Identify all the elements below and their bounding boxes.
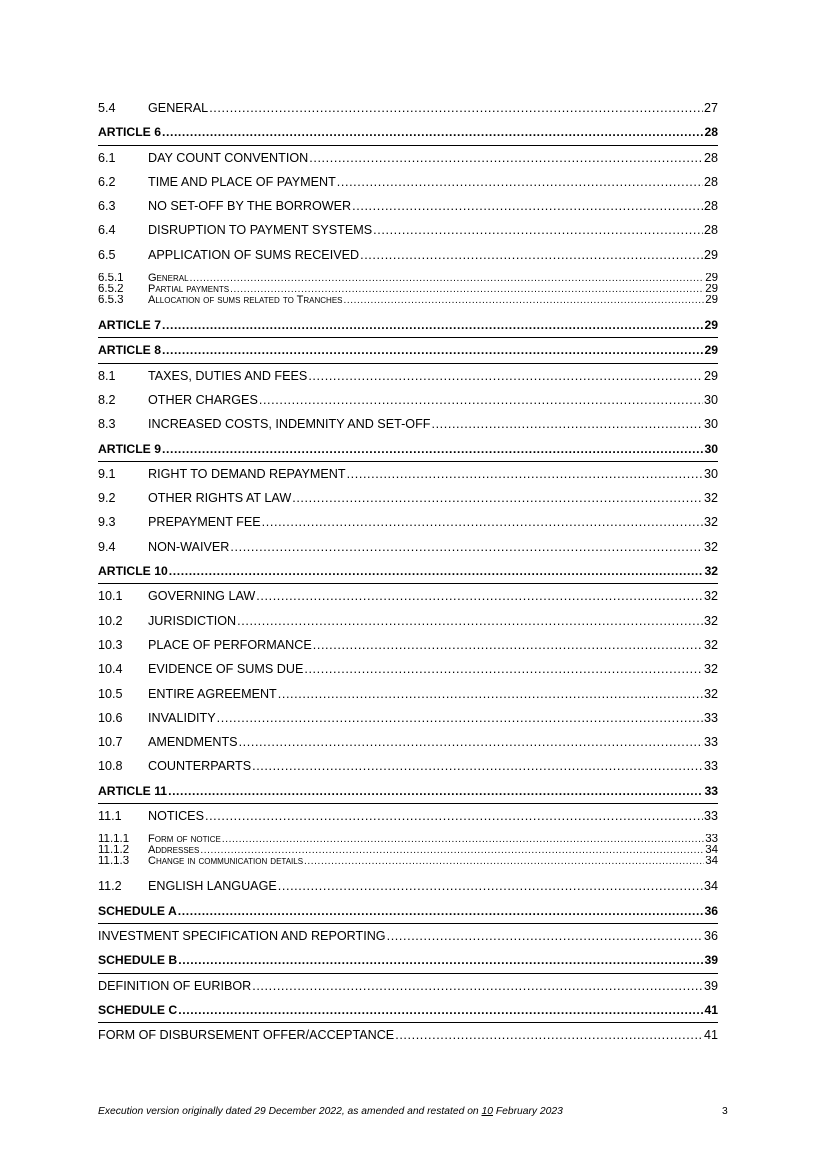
- toc-entry-page: 34: [705, 845, 718, 857]
- footer-text-before: Execution version originally dated 29 December 2022, as amended and restated on: [98, 1106, 482, 1117]
- toc-entry-title: Change in communication details: [148, 856, 304, 868]
- toc-entry-page: 32: [703, 589, 718, 604]
- toc-entry-page: 27: [703, 101, 718, 115]
- dot-leader: [169, 559, 704, 583]
- toc-entry-number: 11.1.1: [98, 834, 130, 846]
- dot-leader: [347, 462, 703, 486]
- toc-entry-row: [98, 730, 718, 754]
- dot-leader: [337, 170, 703, 194]
- toc-entry-page: 29: [703, 368, 718, 383]
- dot-leader: [262, 510, 703, 534]
- toc-entry-title: General: [148, 273, 189, 285]
- toc-entry-row: [98, 535, 718, 559]
- toc-entry-page: 30: [704, 441, 718, 456]
- toc-entry-title: ARTICLE 8: [98, 343, 161, 358]
- toc-entry-row: [98, 295, 718, 306]
- dot-leader: [162, 120, 703, 144]
- toc-entry-row: [98, 218, 718, 242]
- toc-entry-page: 29: [705, 273, 718, 285]
- toc-entry-title: ARTICLE 6: [98, 125, 161, 140]
- toc-entry-number: 9.1: [98, 466, 116, 481]
- toc-entry-title: Addresses: [148, 845, 200, 857]
- toc-entry-title: COUNTERPARTS: [148, 759, 252, 774]
- dot-leader: [178, 998, 703, 1022]
- toc-entry-title: PLACE OF PERFORMANCE: [148, 637, 312, 652]
- toc-entry-number: 8.1: [98, 368, 116, 383]
- dot-leader: [162, 338, 703, 362]
- toc-entry-page: 28: [703, 223, 718, 238]
- dot-leader: [304, 856, 704, 867]
- toc-entry-number: 8.3: [98, 417, 116, 432]
- dot-leader: [178, 899, 704, 923]
- toc-entry-row: [98, 633, 718, 657]
- footer-text-after: February 2023: [492, 1106, 563, 1117]
- toc-entry-title: ARTICLE 11: [98, 783, 168, 798]
- toc-entry-title: Allocation of sums related to Tranches: [148, 295, 343, 307]
- dot-leader: [308, 364, 703, 388]
- toc-heading-row: [98, 779, 718, 804]
- toc-entry-page: 33: [703, 759, 718, 774]
- toc-entry-title: TIME AND PLACE OF PAYMENT: [148, 174, 336, 189]
- toc-entry-page: 29: [704, 343, 718, 358]
- toc-entry-title: ARTICLE 9: [98, 441, 161, 456]
- dot-leader: [222, 834, 704, 845]
- toc-entry-title: DAY COUNT CONVENTION: [148, 150, 309, 165]
- toc-entry-page: 29: [704, 318, 718, 333]
- toc-entry-page: 30: [703, 392, 718, 407]
- toc-entry-number: 6.4: [98, 223, 116, 238]
- toc-entry-title: NO SET-OFF BY THE BORROWER: [148, 199, 352, 214]
- toc-entry-title: DISRUPTION TO PAYMENT SYSTEMS: [148, 223, 373, 238]
- toc-entry-number: 6.5.3: [98, 295, 124, 307]
- dot-leader: [292, 486, 703, 510]
- toc-entry-number: 6.5: [98, 247, 116, 262]
- toc-entry-page: 32: [703, 539, 718, 554]
- toc-entry-page: 41: [704, 1002, 718, 1017]
- toc-entry-page: 33: [704, 783, 718, 798]
- toc-entry-title: INCREASED COSTS, INDEMNITY AND SET-OFF: [148, 417, 431, 432]
- toc-heading-row: [98, 437, 718, 462]
- toc-entry-title: DEFINITION OF EURIBOR: [98, 978, 252, 993]
- dot-leader: [217, 706, 703, 730]
- toc-heading-row: [98, 313, 718, 338]
- toc-heading-row: [98, 948, 718, 973]
- toc-entry-page: 39: [703, 978, 718, 993]
- toc-entry-title: RIGHT TO DEMAND REPAYMENT: [148, 466, 346, 481]
- toc-heading-row: [98, 559, 718, 584]
- toc-entry-page: 33: [703, 809, 718, 824]
- toc-entry-row: [98, 194, 718, 218]
- toc-entry-title: OTHER CHARGES: [148, 392, 258, 407]
- toc-entry-page: 29: [703, 247, 718, 262]
- toc-entry-page: 32: [703, 613, 718, 628]
- toc-entry-page: 39: [704, 953, 718, 968]
- toc-entry-page: 28: [704, 125, 718, 140]
- toc-entry-title: SCHEDULE A: [98, 903, 177, 918]
- toc-entry-row: [98, 657, 718, 681]
- toc-entry-row: [98, 510, 718, 534]
- toc-entry-title: ENGLISH LANGUAGE: [148, 879, 277, 894]
- toc-entry-row: [98, 609, 718, 633]
- toc-entry-number: 6.5.2: [98, 284, 124, 296]
- dot-leader: [190, 273, 705, 284]
- toc-entry-row: [98, 170, 718, 194]
- toc-entry-page: 28: [703, 174, 718, 189]
- dot-leader: [259, 388, 703, 412]
- dot-leader: [352, 194, 703, 218]
- toc-entry-page: 32: [703, 637, 718, 652]
- toc-heading-row: [98, 899, 718, 924]
- dot-leader: [252, 754, 703, 778]
- dot-leader: [178, 948, 703, 972]
- toc-entry-title: SCHEDULE B: [98, 953, 178, 968]
- dot-leader: [239, 730, 703, 754]
- toc-entry-page: 32: [703, 515, 718, 530]
- toc-entry-number: 11.2: [98, 879, 122, 894]
- toc-entry-row: [98, 845, 718, 856]
- toc-entry-number: 9.3: [98, 515, 116, 530]
- toc-entry-number: 10.1: [98, 589, 123, 604]
- toc-entry-title: ARTICLE 7: [98, 318, 161, 333]
- toc-entry-title: JURISDICTION: [148, 613, 237, 628]
- toc-entry-page: 32: [704, 564, 718, 579]
- dot-leader: [395, 1023, 703, 1047]
- toc-entry-title: APPLICATION OF SUMS RECEIVED: [148, 247, 360, 262]
- toc-entry-page: 41: [703, 1028, 718, 1043]
- footer-date-underlined: 10: [481, 1106, 493, 1117]
- dot-leader: [205, 804, 703, 828]
- toc-entry-number: 6.1: [98, 150, 116, 165]
- toc-entry-page: 30: [703, 466, 718, 481]
- dot-leader: [278, 874, 703, 898]
- toc-entry-row: [98, 924, 718, 948]
- toc-entry-row: [98, 486, 718, 510]
- toc-entry-title: AMENDMENTS: [148, 735, 238, 750]
- toc-entry-page: 32: [703, 491, 718, 506]
- toc-entry-title: INVALIDITY: [148, 710, 216, 725]
- dot-leader: [304, 657, 703, 681]
- toc-entry-row: [98, 273, 718, 284]
- toc-entry-page: 33: [703, 710, 718, 725]
- toc-entry-row: [98, 874, 718, 898]
- toc-entry-number: 6.2: [98, 174, 116, 189]
- footer-note: [98, 1104, 738, 1120]
- toc-entry-row: [98, 462, 718, 486]
- toc-entry-row: [98, 754, 718, 778]
- toc-entry-number: 10.6: [98, 710, 123, 725]
- dot-leader: [431, 412, 703, 436]
- toc-entry-title: TAXES, DUTIES AND FEES: [148, 368, 308, 383]
- toc-heading-row: [98, 120, 718, 145]
- dot-leader: [252, 974, 703, 998]
- toc-entry-title: Partial payments: [148, 284, 230, 296]
- toc-entry-title: Form of notice: [148, 834, 221, 846]
- toc-entry-title: GENERAL: [148, 101, 209, 115]
- toc-entry-number: 10.3: [98, 637, 123, 652]
- toc-entry-row: [98, 284, 718, 295]
- toc-entry-page: 32: [703, 662, 718, 677]
- dot-leader: [309, 146, 703, 170]
- toc-entry-row: [98, 804, 718, 828]
- toc-entry-row: [98, 856, 718, 867]
- toc-entry-page: 33: [705, 834, 718, 846]
- toc-entry-number: 6.5.1: [98, 273, 124, 285]
- table-of-contents: [98, 96, 718, 1047]
- toc-entry-row: [98, 682, 718, 706]
- toc-entry-title: SCHEDULE C: [98, 1002, 178, 1017]
- page-number: 3: [722, 1106, 728, 1117]
- toc-entry-title: NOTICES: [148, 809, 204, 824]
- toc-entry-page: 29: [705, 284, 718, 296]
- dot-leader: [162, 313, 703, 337]
- dot-leader: [313, 633, 703, 657]
- toc-entry-page: 32: [703, 686, 718, 701]
- toc-entry-row: [98, 706, 718, 730]
- toc-entry-row: [98, 412, 718, 436]
- toc-entry-number: 9.2: [98, 491, 116, 506]
- toc-entry-title: EVIDENCE OF SUMS DUE: [148, 662, 304, 677]
- toc-entry-number: 8.2: [98, 392, 116, 407]
- dot-leader: [168, 779, 703, 803]
- toc-entry-number: 11.1: [98, 809, 122, 824]
- dot-leader: [360, 243, 703, 267]
- toc-entry-page: 30: [703, 417, 718, 432]
- dot-leader: [344, 295, 705, 306]
- dot-leader: [200, 845, 704, 856]
- toc-entry-title: GOVERNING LAW: [148, 589, 256, 604]
- toc-entry-page: 34: [703, 879, 718, 894]
- dot-leader: [230, 284, 704, 295]
- toc-entry-number: 11.1.2: [98, 845, 130, 857]
- toc-entry-row: [98, 146, 718, 170]
- toc-entry-title: INVESTMENT SPECIFICATION AND REPORTING: [98, 928, 386, 943]
- toc-entry-title: OTHER RIGHTS AT LAW: [148, 491, 292, 506]
- toc-entry-number: 10.5: [98, 686, 123, 701]
- dot-leader: [209, 96, 703, 120]
- toc-entry-page: 33: [703, 735, 718, 750]
- toc-entry-row: [98, 1023, 718, 1047]
- dot-leader: [278, 682, 703, 706]
- toc-entry-row: [98, 584, 718, 608]
- toc-entry-page: 36: [703, 928, 718, 943]
- toc-entry-number: 10.8: [98, 759, 123, 774]
- dot-leader: [230, 535, 703, 559]
- dot-leader: [373, 218, 703, 242]
- toc-entry-number: 5.4: [98, 101, 116, 115]
- dot-leader: [256, 584, 703, 608]
- toc-entry-page: 36: [704, 903, 718, 918]
- toc-entry-page: 28: [703, 150, 718, 165]
- toc-entry-page: 29: [705, 295, 718, 307]
- toc-entry-number: 10.7: [98, 735, 123, 750]
- toc-entry-row: [98, 243, 718, 267]
- dot-leader: [387, 924, 703, 948]
- toc-entry-row: [98, 364, 718, 388]
- toc-entry-page: 34: [705, 856, 718, 868]
- toc-entry-title: NON-WAIVER: [148, 539, 230, 554]
- toc-entry-number: 9.4: [98, 539, 116, 554]
- toc-entry-row: [98, 388, 718, 412]
- toc-entry-title: ARTICLE 10: [98, 564, 168, 579]
- toc-entry-number: 11.1.3: [98, 856, 130, 868]
- toc-entry-page: 28: [703, 199, 718, 214]
- toc-entry-row: [98, 974, 718, 998]
- toc-entry-title: FORM OF DISBURSEMENT OFFER/ACCEPTANCE: [98, 1028, 395, 1043]
- toc-entry-number: 6.3: [98, 199, 116, 214]
- dot-leader: [237, 609, 703, 633]
- toc-entry-number: 10.2: [98, 613, 123, 628]
- toc-heading-row: [98, 338, 718, 363]
- toc-entry-title: ENTIRE AGREEMENT: [148, 686, 277, 701]
- toc-heading-row: [98, 998, 718, 1023]
- toc-entry-row: [98, 834, 718, 845]
- toc-entry-title: PREPAYMENT FEE: [148, 515, 261, 530]
- toc-entry-row: [98, 96, 718, 120]
- dot-leader: [162, 437, 703, 461]
- toc-entry-number: 10.4: [98, 662, 123, 677]
